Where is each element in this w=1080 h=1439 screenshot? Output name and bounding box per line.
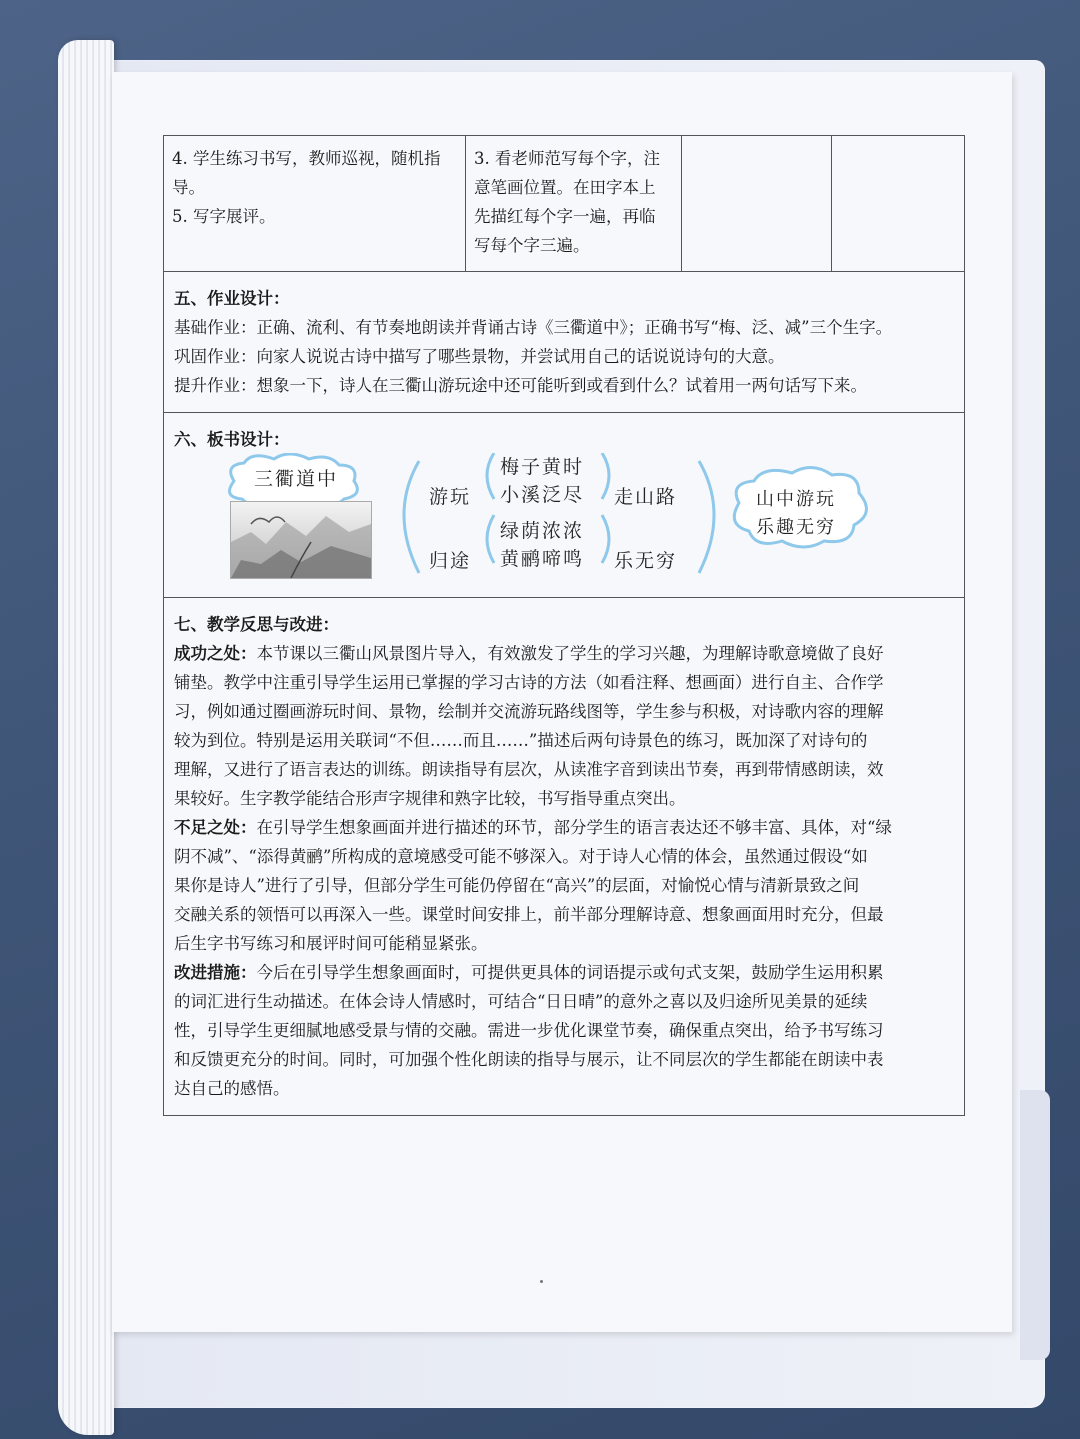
- para-line: 的词汇进行生动描述。在体会诗人情感时，可结合“日日晴”的意外之喜以及归途所见美景的延续: [174, 992, 868, 1011]
- para-line: 后生字书写练习和展评时间可能稍显紧张。: [174, 934, 488, 953]
- reflection-section: [164, 598, 964, 1115]
- para-line: 交融关系的领悟可以再深入一些。课堂时间安排上，前半部分理解诗意、想象画面用时充分，但最: [174, 905, 884, 924]
- inner-paren-icon: [602, 515, 609, 563]
- shortfall-paragraph: [174, 813, 954, 842]
- para-line: 本节课以三衢山风景图片导入，有效激发了学生的学习兴趣，为理解诗歌意境做了良好: [256, 644, 884, 663]
- homework-section: [164, 272, 964, 413]
- lesson-plan-table: [163, 135, 965, 1116]
- cell-line: 写每个字三遍。: [474, 236, 590, 255]
- para-line: 在引导学生想象画面并进行描述的环节，部分学生的语言表达还不够丰富、具体，对“绿: [256, 818, 892, 837]
- improve-label: 改进措施：: [174, 963, 257, 982]
- board-word-return: 归途: [429, 550, 472, 572]
- inner-paren-icon: [487, 453, 494, 499]
- board-word-walk: 走山路: [614, 486, 678, 508]
- board-phrase: 绿荫浓浓: [500, 520, 585, 542]
- para-line: 果较好。生字教学能结合形声字规律和熟字比较，书写指导重点突出。: [174, 789, 686, 808]
- success-paragraph: [174, 639, 954, 668]
- cell-line: 导。: [172, 178, 205, 197]
- teacher-activity-cell: [164, 136, 466, 271]
- right-paren-icon: [699, 461, 714, 573]
- cell-line: 5. 写字展评。: [172, 207, 276, 226]
- section-title: 五、作业设计：: [174, 289, 290, 308]
- student-activity-cell: [466, 136, 682, 271]
- shortfall-label: 不足之处：: [174, 818, 257, 837]
- homework-line: 巩固作业：向家人说说古诗中描写了哪些景物，并尝试用自己的话说说诗句的大意。: [174, 347, 785, 366]
- board-word-joy: 乐无穷: [614, 550, 678, 572]
- para-line: 今后在引导学生想象画面时，可提供更具体的词语提示或句式支架，鼓励学生运用积累: [256, 963, 884, 982]
- summary-line: 乐趣无穷: [756, 517, 836, 538]
- folder-tab: [1020, 1090, 1050, 1360]
- para-line: 达自己的感悟。: [174, 1079, 290, 1098]
- cell-line: 意笔画位置。在田字本上: [474, 178, 656, 197]
- empty-cell: [682, 136, 832, 271]
- board-word-play: 游玩: [429, 486, 472, 508]
- para-line: 果你是诗人”进行了引导，但部分学生可能仍停留在“高兴”的层面，对愉悦心情与清新景致之间: [174, 876, 860, 895]
- para-line: 铺垫。教学中注重引导学生运用已掌握的学习古诗的方法（如看注释、想画面）进行自主、合作学: [174, 673, 884, 692]
- homework-line: 基础作业：正确、流利、有节奏地朗读并背诵古诗《三衢道中》；正确书写“梅、泛、减”三个生字。: [174, 318, 893, 337]
- inner-paren-icon: [487, 515, 494, 563]
- board-phrase: 梅子黄时: [500, 456, 585, 478]
- mountain-sketch-icon: [231, 502, 371, 578]
- section-title: 六、板书设计：: [174, 430, 290, 449]
- summary-line: 山中游玩: [756, 489, 836, 510]
- table-row: [164, 136, 964, 272]
- success-label: 成功之处：: [174, 644, 257, 663]
- poem-title: 三衢道中: [254, 468, 339, 490]
- left-paren-icon: [404, 461, 419, 573]
- section-title: 七、教学反思与改进：: [174, 615, 339, 634]
- board-diagram: [164, 453, 964, 588]
- binder-spine: [58, 40, 114, 1435]
- para-line: 较为到位。特别是运用关联词“不但……而且……”描述后两句诗景色的练习，既加深了对诗句的: [174, 731, 868, 750]
- paper-speck: [540, 1280, 543, 1283]
- board-phrase: 小溪泛尽: [500, 484, 585, 506]
- cell-line: 3. 看老师范写每个字，注: [474, 149, 660, 168]
- para-line: 阴不减”、“添得黄鹂”所构成的意境感受可能不够深入。对于诗人心情的体会，虽然通过假设“如: [174, 847, 868, 866]
- inner-paren-icon: [602, 453, 609, 499]
- empty-cell: [832, 136, 964, 271]
- para-line: 性，引导学生更细腻地感受景与情的交融。需进一步优化课堂节奏，确保重点突出，给予书写练习: [174, 1021, 884, 1040]
- improve-paragraph: [174, 958, 954, 987]
- cell-line: 4. 学生练习书写，教师巡视，随机指: [172, 149, 441, 168]
- para-line: 理解，又进行了语言表达的训练。朗读指导有层次，从读准字音到读出节奏，再到带情感朗读，效: [174, 760, 884, 779]
- board-design-section: [164, 413, 964, 598]
- homework-line: 提升作业：想象一下，诗人在三衢山游玩途中还可能听到或看到什么？试着用一两句话写下来。: [174, 376, 867, 395]
- para-line: 和反馈更充分的时间。同时，可加强个性化朗读的指导与展示，让不同层次的学生都能在朗读中表: [174, 1050, 884, 1069]
- mountain-illustration: [230, 501, 372, 579]
- board-phrase: 黄鹂啼鸣: [500, 548, 585, 570]
- cell-line: 先描红每个字一遍，再临: [474, 207, 656, 226]
- para-line: 习，例如通过圈画游玩时间、景物，绘制并交流游玩路线图等，学生参与积极，对诗歌内容的理解: [174, 702, 884, 721]
